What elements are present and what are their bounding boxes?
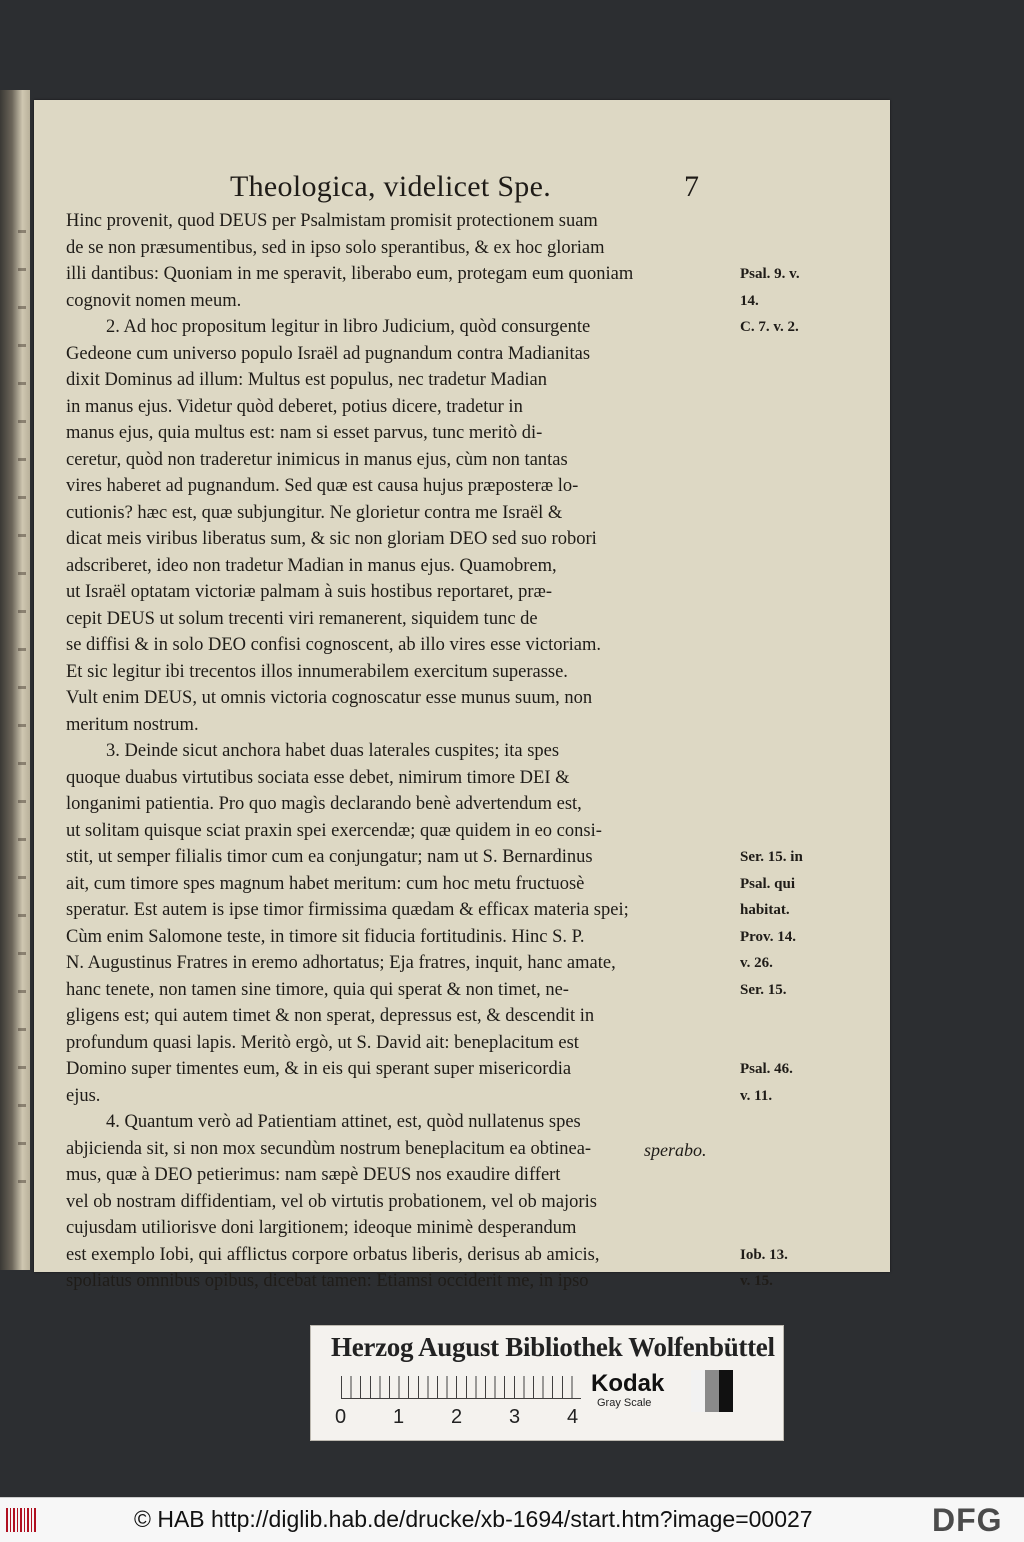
text-line: Hinc provenit, quod DEUS per Psalmistam promisit protectionem suam bbox=[66, 211, 598, 231]
margin-note: Ser. 15. in bbox=[740, 849, 803, 865]
text-line: mus, quæ à DEO petierimus: nam sæpè DEUS nos exaudire differt bbox=[66, 1165, 561, 1185]
running-title: Theologica, videlicet Spe. bbox=[230, 170, 552, 203]
text-line: abjicienda sit, si non mox secundùm nostrum beneplacitum ea obtinea- bbox=[66, 1138, 592, 1159]
text-line: gligens est; qui autem timet & non sperat, depressus est, & descendit in bbox=[66, 1006, 595, 1026]
previous-page-edge bbox=[0, 90, 30, 1270]
text-line: Gedeone cum universo populo Israël ad pugnandum contra Madianitas bbox=[66, 343, 591, 364]
dfg-logo: DFG bbox=[932, 1502, 1003, 1538]
text-line: se diffisi & in solo DEO confisi cognoscent, ab illo vires esse victoriam. bbox=[66, 635, 602, 655]
margin-note: C. 7. v. 2. bbox=[740, 319, 799, 335]
text-line: vel ob nostram diffidentiam, vel ob virtutis probationem, vel ob majoris bbox=[66, 1191, 597, 1212]
margin-note: Ser. 15. bbox=[740, 981, 787, 998]
text-line: N. Augustinus Fratres in eremo adhortatus; Eja fratres, inquit, hanc amate, bbox=[66, 953, 616, 973]
text-line: ejus. bbox=[66, 1085, 101, 1106]
book-page bbox=[34, 100, 890, 1291]
text-line: cepit DEUS ut solum trecenti viri remanerent, siquidem tunc de bbox=[66, 608, 538, 629]
gray-swatch bbox=[719, 1370, 733, 1412]
text-line: dicat meis viribus liberatus sum, & sic non gloriam DEO sed suo robori bbox=[66, 529, 597, 549]
margin-note: Psal. 46. bbox=[740, 1061, 793, 1077]
text-line: 4. Quantum verò ad Patientiam attinet, est, quòd nullatenus spes bbox=[106, 1112, 581, 1132]
catchword: sperabo. bbox=[644, 1140, 707, 1160]
margin-note: v. 26. bbox=[740, 955, 773, 971]
ruler-number: 2 bbox=[451, 1406, 463, 1428]
text-line: 2. Ad hoc propositum legitur in libro Judicium, quòd consurgente bbox=[106, 317, 591, 337]
text-line: vires haberet ad pugnandum. Sed quæ est causa hujus præposteræ lo- bbox=[66, 476, 579, 496]
text-line: speratur. Est autem is ipse timor firmissima quædam & efficax materia spei; bbox=[66, 900, 629, 920]
text-line: ait, cum timore spes magnum habet meritum: cum hoc metu fructuosè bbox=[66, 873, 585, 894]
text-line: Domino super timentes eum, & in eis qui sperant super misericordia bbox=[66, 1059, 572, 1079]
ruler-number: 1 bbox=[393, 1406, 405, 1428]
text-line: hanc tenete, non tamen sine timore, quia qui sperat & non timet, ne- bbox=[66, 979, 569, 1000]
text-line: Cùm enim Salomone teste, in timore sit fiducia fortitudinis. Hinc S. P. bbox=[66, 926, 585, 947]
page-number: 7 bbox=[684, 170, 699, 203]
text-line: est exemplo Iobi, qui afflictus corpore orbatus liberis, derisus ab amicis, bbox=[66, 1244, 600, 1265]
ruler-number: 3 bbox=[509, 1406, 521, 1428]
text-line: de se non præsumentibus, sed in ipso solo sperantibus, & ex hoc gloriam bbox=[66, 237, 605, 258]
text-line: quoque duabus virtutibus sociata esse debet, nimirum timore DEI & bbox=[66, 767, 570, 788]
ruler-number: 4 bbox=[567, 1406, 579, 1428]
text-line: cujusdam utiliorisve doni largitionem; ideoque minimè desperandum bbox=[66, 1218, 577, 1238]
kodak-brand: Kodak bbox=[591, 1370, 665, 1397]
footer-bar bbox=[0, 1497, 1024, 1542]
margin-note: Prov. 14. bbox=[740, 928, 796, 945]
text-line: Et sic legitur ibi trecentos illos innumerabilem exercitum superasse. bbox=[66, 661, 568, 682]
margin-note: Psal. 9. v. bbox=[740, 266, 800, 282]
text-line: adscriberet, ideo non tradetur Madian in manus ejus. Quamobrem, bbox=[66, 555, 557, 576]
margin-note: v. 15. bbox=[740, 1273, 773, 1289]
margin-note: Iob. 13. bbox=[740, 1246, 788, 1263]
scale-ruler bbox=[341, 1376, 581, 1399]
barcode-icon bbox=[6, 1508, 38, 1532]
text-line: longanimi patientia. Pro quo magìs declarando benè advertendum est, bbox=[66, 794, 582, 814]
text-line: meritum nostrum. bbox=[66, 714, 199, 735]
text-line: manus ejus, quia multus est: nam si esset parvus, tunc meritò di- bbox=[66, 423, 543, 443]
gray-swatch bbox=[691, 1370, 705, 1412]
text-line: ut solitam quisque sciat praxin spei exercendæ; quæ quidem in eo consi- bbox=[66, 820, 602, 841]
text-line: dixit Dominus ad illum: Multus est populus, nec tradetur Madian bbox=[66, 370, 547, 390]
gray-swatch bbox=[705, 1370, 719, 1412]
text-line: ut Israël optatam victoriæ palmam à suis hostibus reportaret, præ- bbox=[66, 582, 553, 602]
text-line: 3. Deinde sicut anchora habet duas laterales cuspites; ita spes bbox=[106, 741, 560, 761]
body-text bbox=[66, 208, 768, 1295]
text-line: spoliatus omnibus opibus, dicebat tamen: Etiamsi occiderit me, in ipso bbox=[66, 1271, 589, 1291]
text-line: illi dantibus: Quoniam in me speravit, liberabo eum, protegam eum quoniam bbox=[66, 264, 634, 284]
text-line: cognovit nomen meum. bbox=[66, 290, 242, 311]
text-line: Vult enim DEUS, ut omnis victoria cognoscatur esse munus suum, non bbox=[66, 688, 593, 708]
margin-note: v. 11. bbox=[740, 1087, 773, 1104]
color-calibration-bar bbox=[311, 1326, 783, 1440]
margin-note: 14. bbox=[740, 292, 759, 309]
margin-note: habitat. bbox=[740, 902, 790, 918]
text-line: in manus ejus. Videtur quòd deberet, potius dicere, tradetur in bbox=[66, 396, 523, 417]
ruler-number: 0 bbox=[335, 1406, 347, 1428]
library-label: Herzog August Bibliothek Wolfenbüttel bbox=[331, 1332, 775, 1362]
grayscale-label: Gray Scale bbox=[597, 1397, 652, 1409]
gray-swatches bbox=[691, 1370, 733, 1412]
text-line: stit, ut semper filialis timor cum ea conjungatur; nam ut S. Bernardinus bbox=[66, 847, 593, 867]
text-line: profundum quasi lapis. Meritò ergò, ut S. David ait: beneplacitum est bbox=[66, 1032, 579, 1053]
margin-note: Psal. qui bbox=[740, 875, 796, 892]
source-link[interactable]: © HAB http://diglib.hab.de/drucke/xb-1694/start.htm?image=00027 bbox=[134, 1506, 813, 1532]
page-header bbox=[34, 170, 890, 210]
text-line: cutionis? hæc est, quæ subjungitur. Ne glorietur contra me Israël & bbox=[66, 502, 563, 523]
text-line: ceretur, quòd non traderetur inimicus in manus ejus, cùm non tantas bbox=[66, 449, 568, 470]
